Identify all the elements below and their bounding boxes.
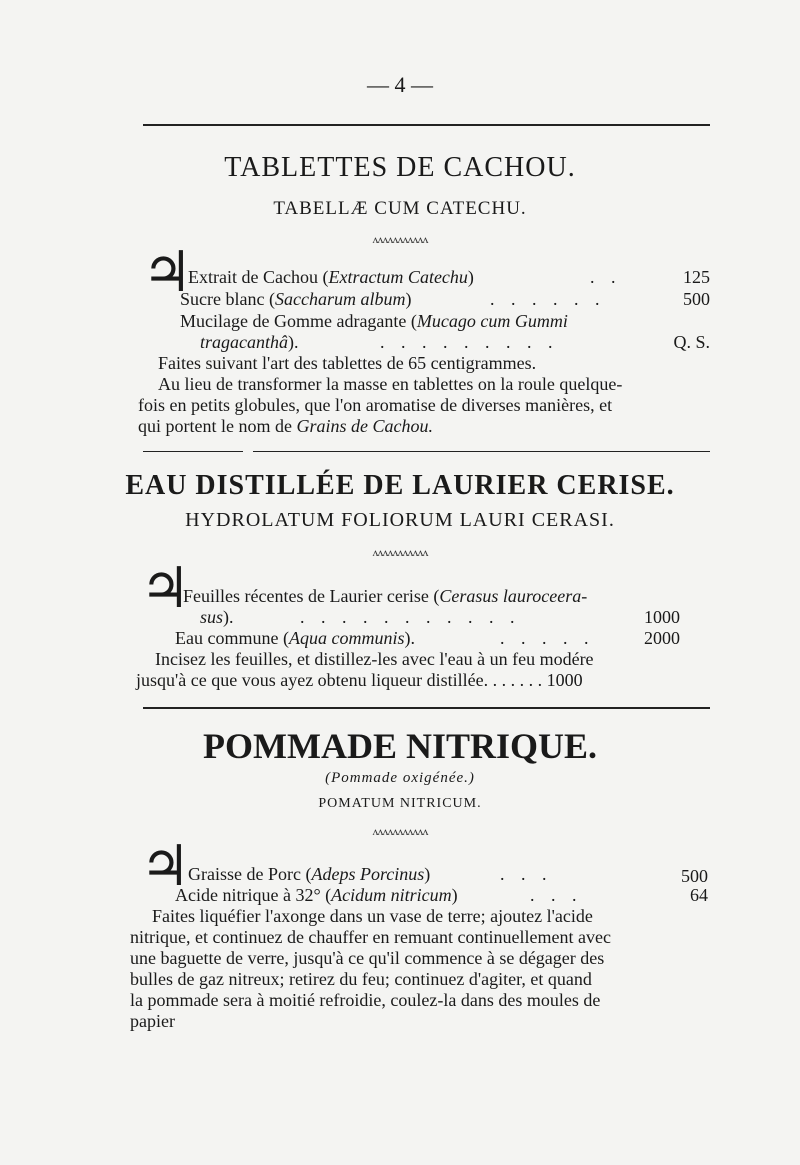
ingredient-quantity: 125 <box>683 267 710 287</box>
leader-dots: . . . . . . <box>490 289 606 309</box>
ingredient-line: Extrait de Cachou (Extractum Catechu) <box>188 267 474 287</box>
instruction-text: jusqu'à ce que vous ayez obtenu liqueur distillée. . . . . . . 1000 <box>136 670 583 690</box>
latin-title-hydrolatum: HYDROLATUM FOLIORUM LAURI CERASI. <box>185 509 615 531</box>
ingredient-quantity: 64 <box>690 885 708 905</box>
instruction-text: Incisez les feuilles, et distillez-les avec l'eau à un feu modére <box>155 649 594 669</box>
instruction-text: fois en petits globules, que l'on aromatise de diverses manières, et <box>138 395 613 415</box>
instruction-text: la pommade sera à moitié refroidie, coulez-la dans des moules de <box>130 990 601 1010</box>
section-title-tablettes: TABLETTES DE CACHOU. <box>224 152 576 183</box>
ingredient-line: tragacanthâ). <box>200 332 299 352</box>
page-number: — 4 — <box>367 72 433 97</box>
leader-dots: . . <box>590 267 622 287</box>
instruction-text: nitrique, et continuez de chauffer en remuant continuellement avec <box>130 927 611 947</box>
ingredient-quantity: 1000 <box>644 607 680 627</box>
leader-dots: . . . <box>500 864 553 884</box>
instruction-text: Au lieu de transformer la masse en tablettes on la roule quelque- <box>158 374 623 394</box>
section-rule <box>253 451 710 452</box>
ingredient-quantity: 500 <box>683 289 710 309</box>
instruction-text: papier <box>130 1011 175 1031</box>
ornament-divider: ᴧᴧᴧᴧᴧᴧᴧᴧᴧᴧᴧ <box>372 824 428 838</box>
ingredient-line: Eau commune (Aqua communis). <box>175 628 415 648</box>
instruction-text: Faites suivant l'art des tablettes de 65 centigrammes. <box>158 353 537 373</box>
leader-dots: . . . . . . . . . <box>380 332 559 352</box>
leader-dots: . . . . . . . . . . . <box>300 607 521 627</box>
ingredient-line: Acide nitrique à 32° (Acidum nitricum) <box>175 885 458 905</box>
ingredient-line: Sucre blanc (Saccharum album) <box>180 289 412 309</box>
instruction-text: qui portent le nom de Grains de Cachou. <box>138 416 433 436</box>
ingredient-line: Feuilles récentes de Laurier cerise (Cerasus lauroceera- <box>183 586 588 606</box>
section-rule <box>143 451 243 452</box>
section-title-pommade: POMMADE NITRIQUE. <box>203 726 597 766</box>
ingredient-quantity: Q. S. <box>673 332 710 352</box>
recipe-symbol-icon: ♃ <box>142 239 193 305</box>
recipe-symbol-icon: ♃ <box>140 833 191 899</box>
instruction-text: Faites liquéfier l'axonge dans un vase de terre; ajoutez l'acide <box>152 906 593 926</box>
ingredient-quantity: 2000 <box>644 628 680 648</box>
header-rule <box>143 124 710 126</box>
instruction-text: une baguette de verre, jusqu'à ce qu'il commence à se dégager des <box>130 948 605 968</box>
alternate-name: (Pommade oxigénée.) <box>325 770 475 786</box>
leader-dots: . . . <box>530 885 583 905</box>
latin-title-pomatum: POMATUM NITRICUM. <box>318 796 482 811</box>
section-rule <box>143 707 710 709</box>
ingredient-line: Graisse de Porc (Adeps Porcinus) <box>188 864 431 884</box>
instruction-text: bulles de gaz nitreux; retirez du feu; continuez d'agiter, et quand <box>130 969 592 989</box>
ornament-divider: ᴧᴧᴧᴧᴧᴧᴧᴧᴧᴧᴧ <box>372 545 428 559</box>
section-title-eau-distillee: EAU DISTILLÉE DE LAURIER CERISE. <box>125 470 675 501</box>
ornament-divider: ᴧᴧᴧᴧᴧᴧᴧᴧᴧᴧᴧ <box>372 232 428 246</box>
ingredient-quantity: 500 <box>681 866 708 886</box>
latin-title-tabellae: TABELLÆ CUM CATECHU. <box>273 198 527 219</box>
recipe-symbol-icon: ♃ <box>140 555 191 621</box>
leader-dots: . . . . . <box>500 628 595 648</box>
ingredient-line: sus). <box>200 607 234 627</box>
ingredient-line: Mucilage de Gomme adragante (Mucago cum Gummi <box>180 311 568 331</box>
